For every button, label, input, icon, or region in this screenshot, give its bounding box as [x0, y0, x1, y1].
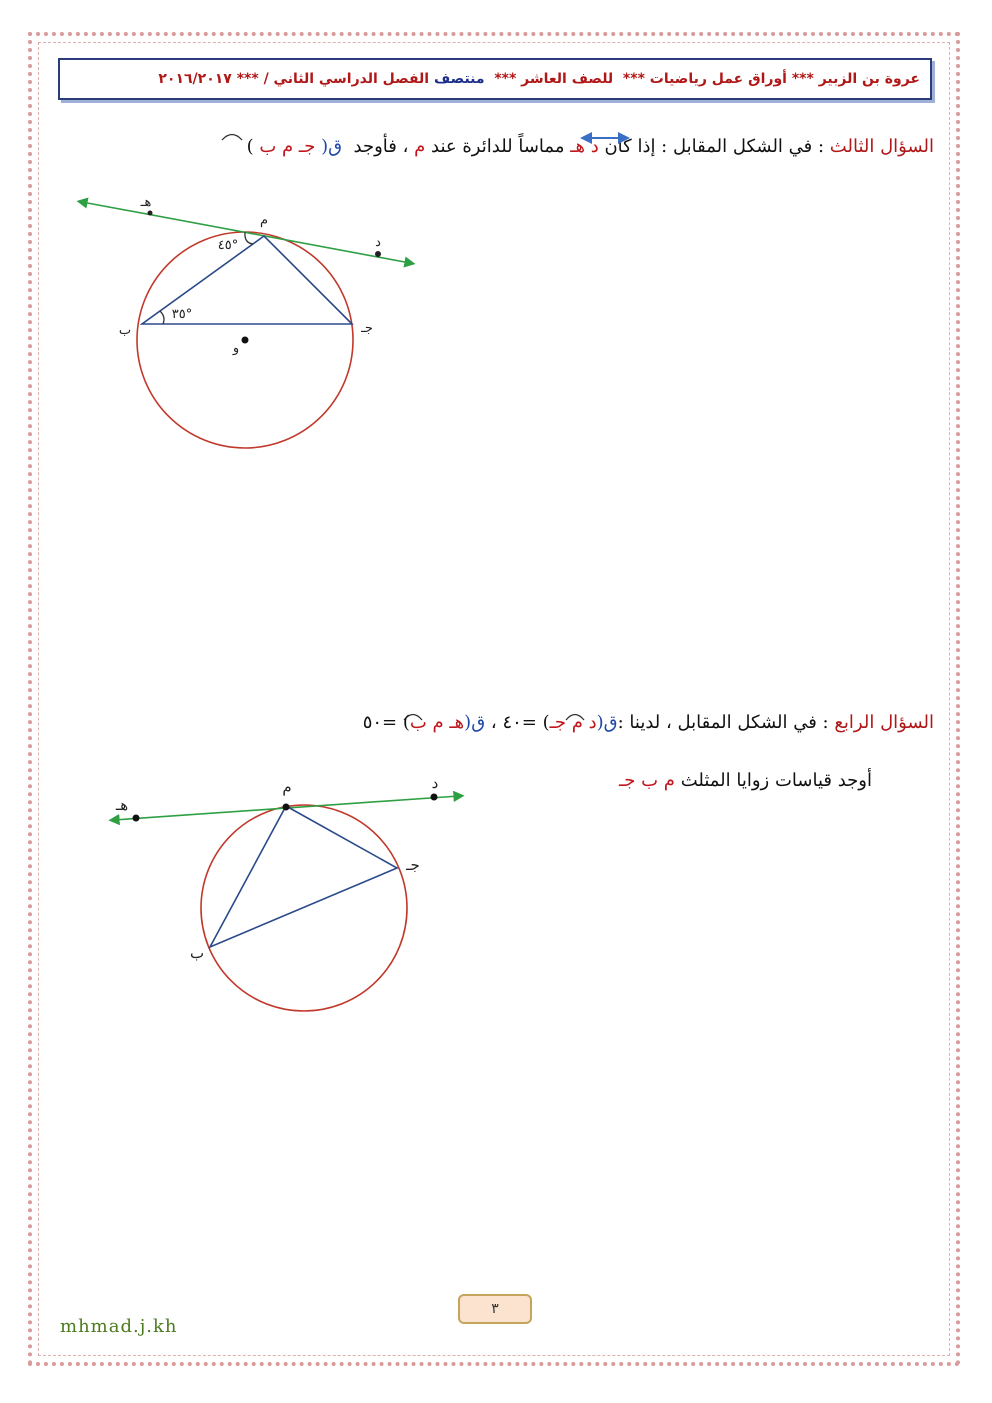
q4-value1: ) =٤٠ ، [490, 712, 550, 733]
fig3-point-d [375, 251, 381, 257]
q4-value2: ) =٥٠ [362, 712, 410, 733]
fig3-label-j: جـ [361, 321, 373, 336]
header-mid: منتصف [433, 71, 485, 87]
fig4-label-j: جـ [406, 856, 420, 874]
q4-angle2: هـ م ب [409, 712, 465, 733]
page-number-value: ٣ [491, 1301, 499, 1317]
fig3-label-m: م [259, 213, 269, 228]
q4-text1: : في الشكل المقابل ، لدينا : [617, 712, 829, 733]
fig4-label-b: ب [189, 944, 205, 962]
figure-4 [114, 774, 459, 1011]
header-grade: للصف العاشر [521, 71, 614, 87]
q3-angle-arc-icon [222, 135, 242, 141]
q3-measure: ق( [321, 136, 343, 157]
fig4-point-d [431, 794, 438, 801]
q4-label: السؤال الرابع [834, 712, 934, 733]
header-term: الفصل الدراسي الثاني / [263, 71, 430, 87]
figure-3 [82, 195, 410, 448]
header-sep: *** [791, 71, 814, 87]
fig3-label-h: هـ [140, 195, 152, 210]
fig4-label-d: د [431, 774, 439, 792]
fig4-point-h [133, 815, 140, 822]
fig3-point-h [148, 211, 153, 216]
header-sheet: أوراق عمل رياضيات [649, 71, 787, 87]
question-4 [363, 712, 934, 733]
q3-line: د هـ [570, 136, 599, 157]
q4-measure2: ق( [464, 712, 486, 733]
footer-signature: mhmad.j.kh [60, 1316, 178, 1337]
q3-close: ) [246, 136, 254, 157]
fig4-label-h: هـ [115, 796, 129, 814]
fig3-angle-45: ٤٥° [217, 238, 239, 253]
q3-point: م [414, 136, 426, 157]
q3-angle: جـ م ب [259, 136, 316, 157]
q4-triangle: م ب جـ [619, 770, 675, 791]
fig3-angle-35-arc [160, 311, 164, 324]
fig4-point-m [283, 804, 290, 811]
q3-text2: مماساً للدائرة عند [431, 136, 565, 157]
fig3-tangent-line [82, 202, 410, 263]
question-4-task [619, 770, 872, 791]
q4-angle1: د م جـ [549, 712, 597, 733]
header-sep: *** [236, 71, 259, 87]
q3-text3: ، فأوجد [353, 136, 409, 157]
fig3-center [242, 337, 249, 344]
header-school: عروة بن الزبير [818, 71, 920, 87]
q3-text1: : في الشكل المقابل : إذا كان [604, 136, 825, 157]
fig3-label-d: د [375, 235, 381, 250]
fig3-label-b: ب [118, 323, 132, 338]
header-sep: *** [622, 71, 645, 87]
header-year: ٢٠١٦/٢٠١٧ [158, 71, 232, 87]
q4-measure1: ق( [596, 712, 618, 733]
q4-task: أوجد قياسات زوايا المثلث [680, 770, 872, 791]
page-number [458, 1294, 532, 1324]
header-sep: *** [494, 71, 517, 87]
q3-label: السؤال الثالث [829, 136, 934, 157]
fig3-angle-35: ٣٥° [171, 307, 193, 322]
fig3-label-o: و [232, 341, 240, 356]
fig4-label-m: م [282, 778, 292, 796]
